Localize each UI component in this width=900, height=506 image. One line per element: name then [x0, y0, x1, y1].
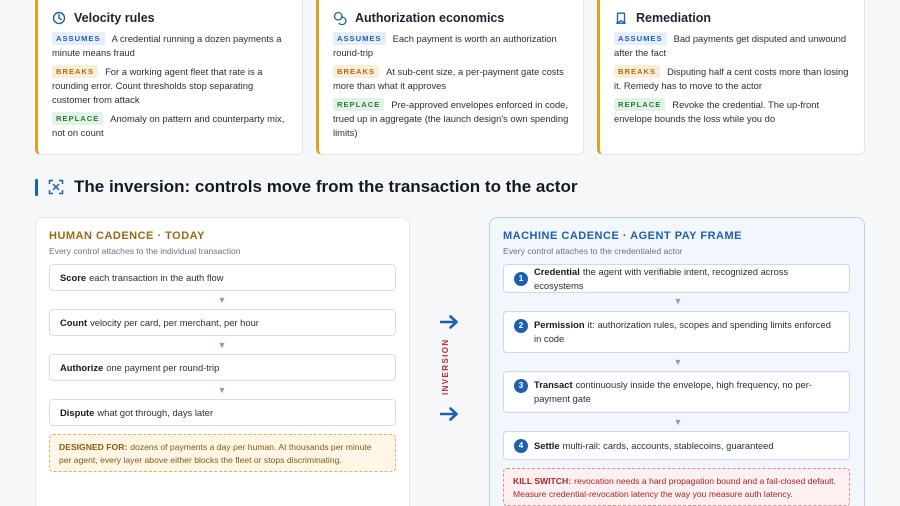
flow-step-transact	[503, 371, 850, 413]
human-cadence-panel	[35, 217, 410, 506]
panel-subtitle: Every control attaches to the credentialed actor	[503, 246, 683, 256]
row-text: Revoke the credential. The up-front envelope bounds the loss while you do	[614, 99, 820, 124]
step-verb: Authorize	[60, 361, 104, 373]
step-verb: Credential	[534, 265, 580, 277]
replace-tag: REPLACE	[614, 98, 665, 111]
arrow-down-icon: ▼	[673, 417, 683, 427]
step-text: each transaction in the auth flow	[89, 271, 224, 283]
step-verb: Count	[60, 316, 88, 328]
flow-step-authorize	[49, 354, 396, 381]
machine-cadence-panel	[489, 217, 865, 506]
note-text: dozens of payments a day per human. At thousands per minute per agent, every layer above either blocks the fleet or stops discriminating.	[59, 442, 372, 465]
card-row	[333, 65, 569, 93]
replace-tag: REPLACE	[333, 98, 384, 111]
card-row	[52, 112, 288, 140]
card-row	[614, 65, 850, 93]
assumes-tag: ASSUMES	[52, 32, 105, 45]
flow-step-dispute	[49, 399, 396, 426]
breaks-tag: BREAKS	[614, 65, 660, 78]
step-number: 4	[514, 439, 528, 453]
card-row	[52, 32, 288, 60]
flow-step-credential	[503, 264, 850, 293]
flow-step-score	[49, 264, 396, 291]
note-label: DESIGNED FOR:	[59, 442, 128, 452]
breaks-tag: BREAKS	[52, 65, 98, 78]
step-text: what got through, days later	[97, 406, 214, 418]
coins-icon	[333, 11, 347, 25]
card-row	[333, 98, 569, 140]
row-text: At sub-cent size, a per-payment gate costs more than what it approves	[333, 66, 564, 91]
arrow-down-icon: ▼	[217, 385, 227, 395]
card-row	[614, 98, 850, 126]
step-verb: Settle	[534, 439, 560, 451]
section-accent-bar	[35, 179, 38, 196]
card-velocity-rules	[35, 0, 303, 155]
arrow-down-icon: ▼	[673, 296, 683, 306]
note-label: KILL SWITCH:	[513, 476, 572, 486]
breaks-tag: BREAKS	[333, 65, 379, 78]
panel-title: HUMAN CADENCE · TODAY	[49, 230, 205, 242]
arrow-down-icon: ▼	[217, 340, 227, 350]
arrow-right-icon	[440, 407, 460, 421]
inversion-label: INVERSION	[441, 338, 450, 396]
row-text: Disputing half a cent costs more than losing it. Remedy has to move to the actor	[614, 66, 849, 91]
step-text: the agent with verifiable intent, recognized across ecosystems	[534, 265, 789, 291]
kill-switch-note	[503, 468, 850, 506]
card-title: Authorization economics	[355, 11, 505, 25]
step-text: it: authorization rules, scopes and spending limits enforced in code	[534, 319, 831, 344]
step-verb: Score	[60, 271, 87, 283]
row-text: Pre-approved envelopes enforced in code, trued up in aggregate (the launch design's own spending limits)	[333, 99, 569, 138]
step-verb: Dispute	[60, 406, 95, 418]
card-row	[614, 32, 850, 60]
panel-subtitle: Every control attaches to the individual transaction	[49, 246, 241, 256]
bank-icon	[614, 11, 628, 25]
assumes-tag: ASSUMES	[614, 32, 667, 45]
card-authorization-economics	[316, 0, 584, 155]
step-text: multi-rail: cards, accounts, stablecoins, guaranteed	[562, 439, 774, 451]
row-text: Bad payments get disputed and unwound after the fact	[614, 33, 847, 58]
row-text: Each payment is worth an authorization round-trip	[333, 33, 557, 58]
step-verb: Transact	[534, 379, 573, 390]
card-row	[333, 32, 569, 60]
focus-icon	[48, 179, 64, 195]
card-row	[52, 65, 288, 107]
flow-step-count	[49, 309, 396, 336]
step-number: 3	[514, 379, 528, 393]
section-heading	[35, 177, 577, 197]
flow-step-settle	[503, 431, 850, 460]
card-title: Remediation	[636, 11, 712, 25]
arrow-down-icon: ▼	[673, 357, 683, 367]
arrow-down-icon: ▼	[217, 295, 227, 305]
row-text: Anomaly on pattern and counterparty mix, not on count	[52, 113, 285, 138]
panel-title: MACHINE CADENCE · AGENT PAY FRAME	[503, 230, 742, 242]
step-number: 2	[514, 319, 528, 333]
step-number: 1	[514, 272, 528, 286]
step-text: continuously inside the envelope, high frequency, no per-payment gate	[534, 379, 813, 404]
clock-icon	[52, 11, 66, 25]
arrow-right-icon	[440, 315, 460, 329]
row-text: A credential running a dozen payments a minute means fraud	[52, 33, 282, 58]
designed-for-note	[49, 434, 396, 472]
card-remediation	[597, 0, 865, 155]
assumes-tag: ASSUMES	[333, 32, 386, 45]
flow-step-permission	[503, 311, 850, 353]
row-text: For a working agent fleet that rate is a rounding error. Count thresholds stop separating customer from attack	[52, 66, 263, 105]
card-title: Velocity rules	[74, 11, 155, 25]
step-verb: Permission	[534, 319, 585, 330]
replace-tag: REPLACE	[52, 112, 103, 125]
note-text: revocation needs a hard propagation bound and a fail-closed default. Measure credential-revocation latency the way you measure auth latency.	[513, 476, 836, 499]
section-title: The inversion: controls move from the transaction to the actor	[74, 177, 578, 196]
step-text: one payment per round-trip	[106, 361, 220, 373]
step-text: velocity per card, per merchant, per hour	[90, 316, 259, 328]
